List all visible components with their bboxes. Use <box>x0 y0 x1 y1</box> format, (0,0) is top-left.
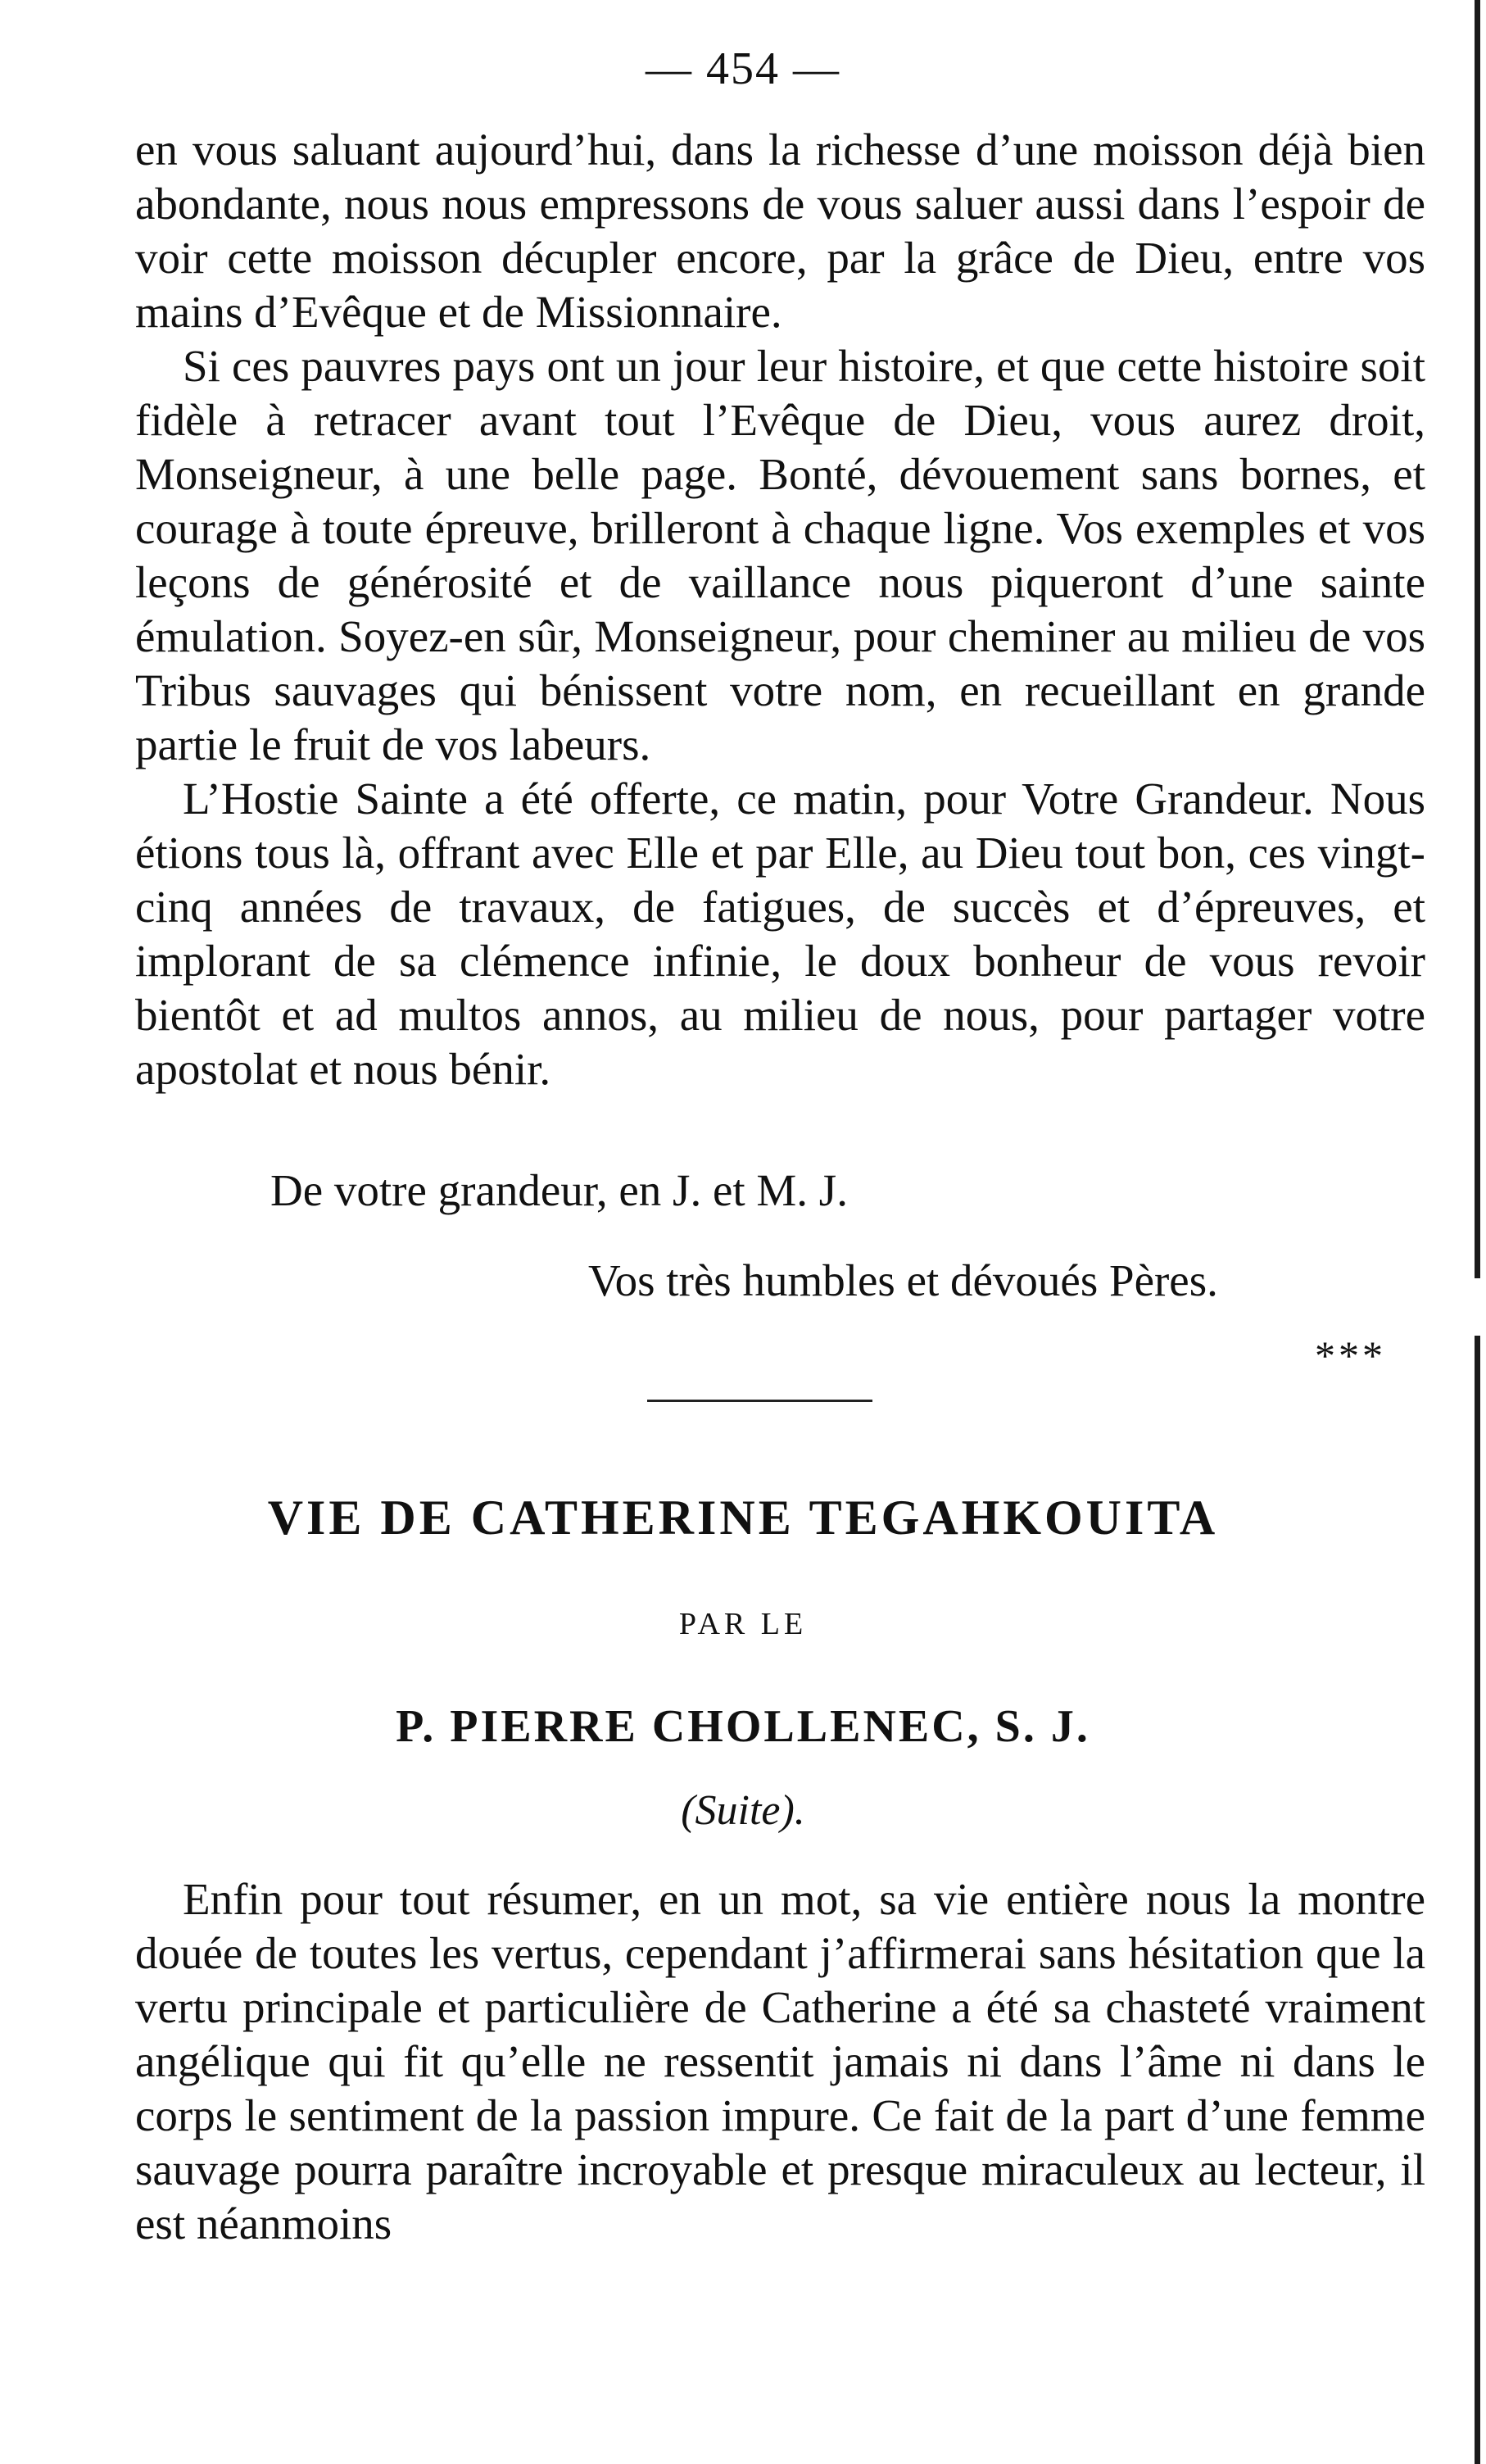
article-author: P. PIERRE CHOLLENEC, S. J. <box>396 1701 1090 1752</box>
margin-rule-bottom <box>1475 1336 1480 2464</box>
margin-rule-top <box>1475 0 1480 1278</box>
letter-closing: De votre grandeur, en J. et M. J. <box>270 1165 848 1215</box>
letter-paragraph: L’Hostie Sainte a été offerte, ce matin, pour Votre Grandeur. Nous étions tous là, offrant avec Elle et par Elle, au Dieu tout bon, ces vingt-cinq années de travaux, de fatigues, de succès et d’épreuves, et implorant de sa clémence infinie, le doux bonheur de vous revoir bientôt et ad multos annos, au milieu de nous, pour partager votre apostolat et nous bénir. <box>135 774 1425 1094</box>
article-continued: (Suite). <box>681 1787 805 1834</box>
letter-body <box>135 123 1425 1096</box>
divider-rule <box>647 1400 872 1402</box>
article-body <box>135 1872 1425 2251</box>
section-separator: *** <box>1315 1332 1386 1378</box>
article-paragraph: Enfin pour tout résumer, en un mot, sa vie entière nous la montre douée de toutes les vertus, cependant j’affirmerai sans hésitation que la vertu principale et particulière de Catherine a été sa chasteté vraiment angélique qui fit qu’elle ne ressentit jamais ni dans l’âme ni dans le corps le sentiment de la passion impure. Ce fait de la part d’une femme sauvage pourra paraître incroyable et presque miraculeux au lecteur, il est néanmoins <box>135 1874 1425 2248</box>
letter-paragraph: en vous saluant aujourd’hui, dans la richesse d’une moisson déjà bien abondante, nous nous empressons de vous saluer aussi dans l’espoir de voir cette moisson décupler encore, par la grâce de Dieu, entre vos mains d’Evêque et de Missionnaire. <box>135 125 1425 337</box>
article-byline: PAR LE <box>678 1607 808 1641</box>
letter-paragraph: Si ces pauvres pays ont un jour leur histoire, et que cette histoire soit fidèle à retracer avant tout l’Evêque de Dieu, vous aurez droit, Monseigneur, à une belle page. Bonté, dévouement sans bornes, et courage à toute épreuve, brilleront à chaque ligne. Vos exemples et vos leçons de générosité et de vaillance nous piqueront d’une sainte émulation. Soyez-en sûr, Monseigneur, pour cheminer au milieu de vos Tribus sauvages qui bénissent votre nom, en recueillant en grande partie le fruit de vos labeurs. <box>135 341 1425 769</box>
letter-signature: Vos très humbles et dévoués Pères. <box>588 1255 1218 1305</box>
page-number: — 454 — <box>646 43 840 94</box>
article-title: VIE DE CATHERINE TEGAHKOUITA <box>267 1491 1219 1545</box>
